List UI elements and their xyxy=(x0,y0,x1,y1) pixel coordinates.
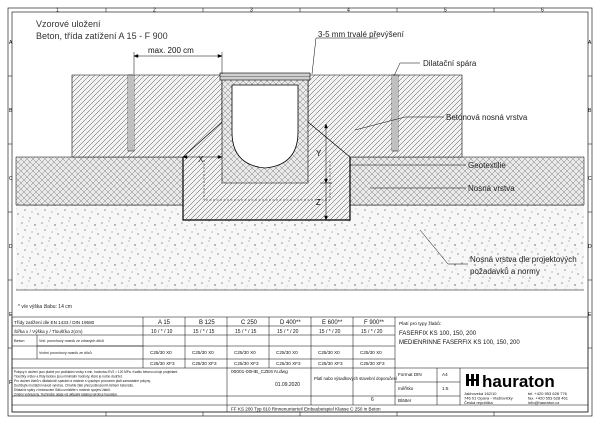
title-line-2: Beton, třída zatížení A 15 - F 900 xyxy=(36,31,168,41)
dims-c250: 15 / * / 15 xyxy=(235,329,257,335)
row-letter: B xyxy=(9,108,13,114)
row-letter: D xyxy=(588,244,592,250)
conc2-e600: C25/30 XF3 xyxy=(318,361,343,366)
col-number: 3 xyxy=(250,7,253,14)
conc1-f900: C25/30 X0 xyxy=(360,350,382,355)
label-joint: Dilatační spára xyxy=(423,59,477,68)
conc1-d400: C25/30 X0 xyxy=(276,350,298,355)
dim-max-label: max. 200 cm xyxy=(148,46,194,55)
validity-note: Platí nabo výsadkových stavební doporučení xyxy=(314,376,398,381)
dims-f900: 15 / * / 20 xyxy=(361,329,383,335)
note-line: Pokyny k uložení jsou platné pro podkladní vrstvy s min. hodnotou EV2 = 120 MPa. Kvalitu betonu určuje projektant. xyxy=(14,370,178,374)
frame-row-letters-right xyxy=(588,40,592,318)
row-letter: E xyxy=(588,312,592,318)
conc1-a15: C25/30 X0 xyxy=(150,350,172,355)
format-label: Format DIN xyxy=(398,372,422,377)
scale-value: 1:5 xyxy=(442,386,449,391)
frame-row-letters-left xyxy=(9,40,13,386)
phone: tel. +420 553 628 776 xyxy=(528,391,567,396)
conc2-f900: C25/30 XF3 xyxy=(360,361,385,366)
dims-d400: 15 / * / 20 xyxy=(277,329,299,335)
conc1-b125: C25/30 X0 xyxy=(192,350,214,355)
conc1-c250: C25/30 X0 xyxy=(234,350,256,355)
fax: fax. +420 553 628 461 xyxy=(528,395,568,401)
bottom-description: FF KS 200 Typ 010 Rinnenunterteil Einbaubeispiel Klasse C 250 in Beton xyxy=(231,406,381,412)
label-concrete-layer: Betonová nosná vrstva xyxy=(446,113,528,122)
dim-max-width xyxy=(134,52,222,74)
dims-e600: 15 / * / 20 xyxy=(319,329,341,335)
class-a15: A 15 xyxy=(158,320,171,326)
label-base-layer: Nosná vrstva xyxy=(468,184,515,193)
table-header-label: Třídy zatížení dle EN 1433 / DIN 19580 xyxy=(14,320,95,325)
row-letter: C xyxy=(9,176,13,182)
class-e600: E 600** xyxy=(322,320,343,326)
scale-label: měřítko xyxy=(398,386,414,391)
note-line: Tloušťky vrstev a třídy betonu jsou minimální hodnoty, které je nutno dodržet. xyxy=(14,374,123,379)
class-f900: F 900** xyxy=(364,320,385,326)
conc2-c250: C25/30 XF3 xyxy=(234,361,259,366)
row-letter: A xyxy=(9,40,13,46)
fit-title: Platí pro typy žlabů: xyxy=(399,322,442,327)
row-letter: B xyxy=(588,108,592,114)
drawing-date: 01.09.2020 xyxy=(275,382,301,388)
note-line: Dilatační spáry v betonovém lůžku umístěte v místech spojení žlabů. xyxy=(14,388,111,392)
dims-a15: 10 / * / 10 xyxy=(151,329,173,335)
row-letter: A xyxy=(588,40,592,46)
row-letter: F xyxy=(9,380,13,386)
conc1-e600: C25/30 X0 xyxy=(318,350,340,355)
col-number: 5 xyxy=(444,7,447,14)
label-subgrade-1: Nosná vrstva dle projektových xyxy=(470,255,577,264)
row-letter: C xyxy=(588,176,592,182)
logo-mark-icon xyxy=(466,374,479,386)
drawing-number: 00001-00HB_CZE6 N.dwg xyxy=(231,370,288,375)
dim-x-label: X xyxy=(198,155,204,164)
web: info@hauraton.cz xyxy=(528,400,560,405)
note-line: Pro uložení žlabů v dilatačních spárách a místech s vysokým provozem platí samostatné pokyny. xyxy=(14,379,151,383)
label-subgrade-2: požadavků a normy xyxy=(470,267,540,276)
hauraton-logo xyxy=(466,372,555,391)
cross-section xyxy=(16,30,584,310)
table-text xyxy=(14,320,569,412)
class-d400: D 400** xyxy=(280,320,301,326)
label-overhang: 3-5 mm trvalé převýšení xyxy=(318,30,404,39)
address-3: Česká republika xyxy=(464,400,493,405)
col-number: 2 xyxy=(153,7,156,14)
footnote: * v/e výška žlabu: 14 cm xyxy=(18,304,72,310)
fit-line-2: MEDIENRINNE FASERFIX KS 100, 150, 200 xyxy=(399,340,520,346)
brand-name: hauraton xyxy=(482,372,555,391)
fit-line-1: FASERFIX KS 100, 150, 200 xyxy=(399,331,477,337)
col-number: 6 xyxy=(541,7,544,14)
dims-b125: 15 / * / 15 xyxy=(193,329,215,335)
format-value: A4 xyxy=(442,372,448,377)
title-line-1: Vzorové uložení xyxy=(36,19,101,29)
revision-index: 6 xyxy=(371,397,374,403)
col-number: 1 xyxy=(56,7,59,14)
class-c250: C 250 xyxy=(241,320,258,326)
table-concrete-b: Vrchní povrchový nosník ze dílců xyxy=(39,351,92,355)
table-concrete-a: Vnit. povrchový nosník ze zdravých dílců xyxy=(39,339,104,343)
dim-z-label: Z xyxy=(316,198,321,207)
row-letter: E xyxy=(9,312,13,318)
sheet-label: Blätter xyxy=(398,398,412,403)
row-letter: D xyxy=(9,244,13,250)
label-geotextile: Geotextilie xyxy=(468,161,506,170)
table-concrete-label: Beton xyxy=(14,338,25,343)
table-dims-label: Šířka x / Výška y / Tloušťka z(cm) xyxy=(14,329,83,334)
conc2-d400: C25/30 XF3 xyxy=(276,361,301,366)
conc2-b125: C25/30 XF3 xyxy=(192,361,217,366)
note-line: Změny vyhrazeny. Technické údaje viz aktuální katalog výrobce hauraton. xyxy=(14,392,118,397)
dim-y-label: Y xyxy=(316,149,322,158)
channel-inner xyxy=(232,85,298,168)
class-b125: B 125 xyxy=(199,320,215,326)
conc2-a15: C25/30 XF3 xyxy=(150,361,175,366)
note-line: Dodržujte montážní návod výrobce. Chraňte žlab před poškozením během betonáže. xyxy=(14,383,134,388)
address-1: Jakhoveká 162/10 xyxy=(464,391,497,396)
col-number: 4 xyxy=(347,7,350,14)
address-2: 746 01 Opava - Vlaštovičky xyxy=(464,395,513,401)
